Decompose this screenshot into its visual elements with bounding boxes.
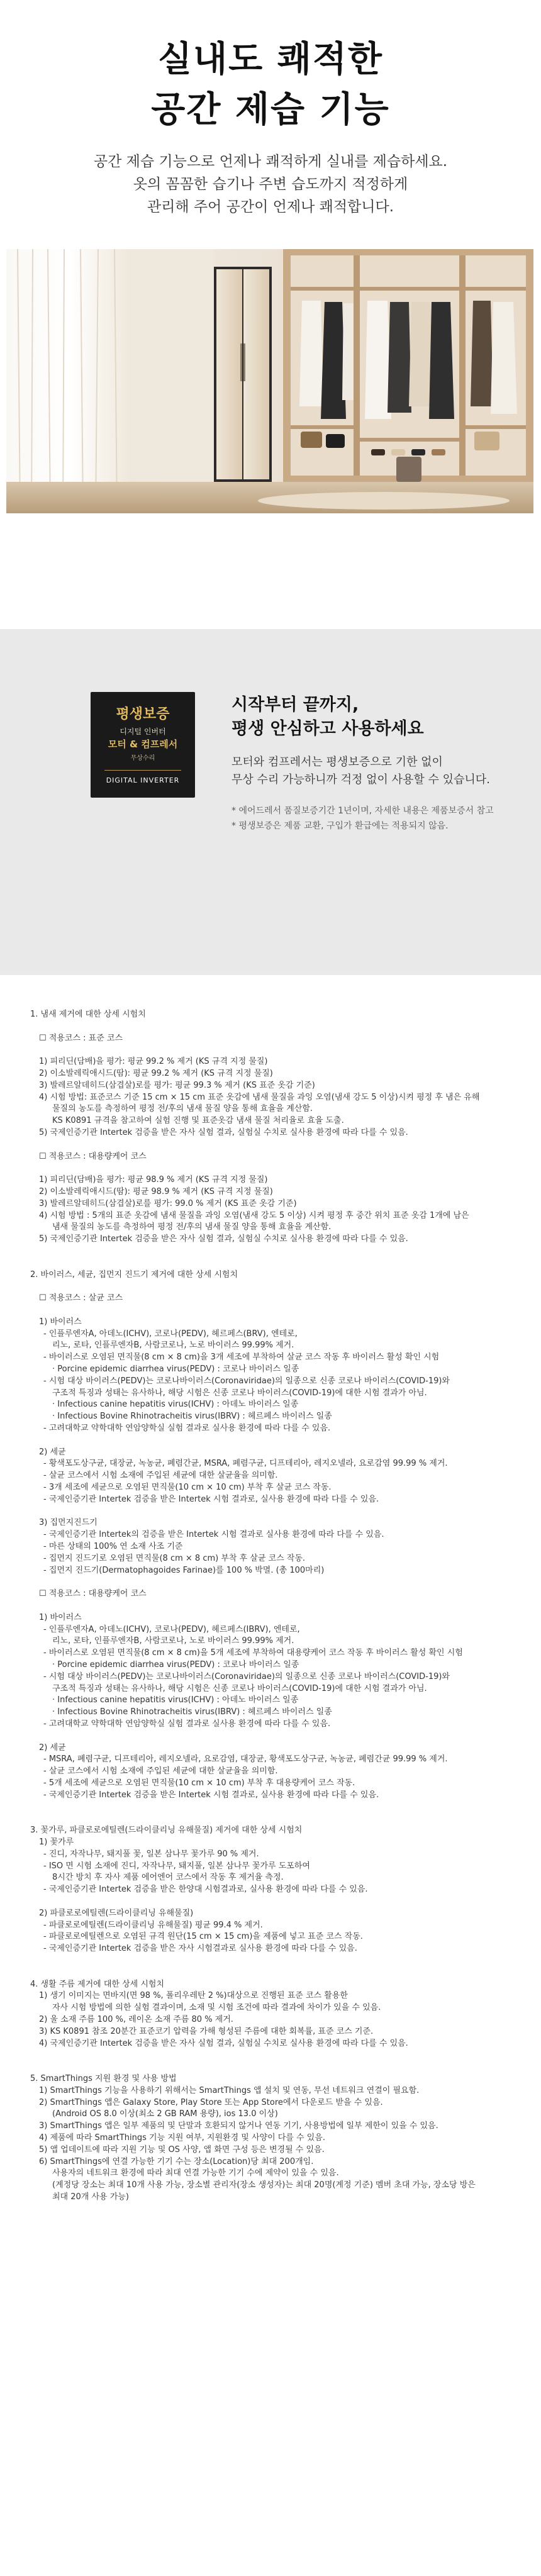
note-line: 2) 이소발레릭애시드(땀): 평균 99.2 % 제거 (KS 규격 지정 물질) (39, 1069, 273, 1078)
warranty-text-line-2: 무상 수리 가능하니까 걱정 없이 사용할 수 있습니다. (231, 773, 490, 786)
note-line: 4) 제품에 따라 SmartThings 기능 지원 여부, 지원환경 및 사양이 다를 수 있음. (39, 2133, 325, 2143)
note-line: · Infectious Bovine Rhinotracheitis virus(IBRV) : 헤르페스 바이러스 일종 (52, 1412, 332, 1422)
note-line: 물질의 농도를 측정하여 평정 전/후의 냄새 물질 양을 통해 효율을 계산함. (52, 1104, 313, 1114)
warranty-heading-line-2: 평생 안심하고 사용하세요 (231, 719, 424, 739)
note-line: 5. SmartThings 지원 환경 및 사용 방법 (30, 2074, 177, 2083)
note-line: · Porcine epidemic diarrhea virus(PEDV) : 코로나 바이러스 일종 (52, 1660, 299, 1670)
note-line: - 국제인증기관 Intertek 검증을 받은 자사 시험결과로 실사용 환경에 따라 다를 수 있음. (43, 1944, 357, 1954)
note-line: 2) 울 소재 주름 100 %, 레이온 소재 주름 80 % 제거. (39, 2015, 233, 2024)
note-line: 8시간 방치 후 자사 제품 에어엔어 코스에서 작동 후 제거율 측정. (52, 1873, 284, 1883)
note-line: - MSRA, 폐렴구균, 디프테리아, 레지오넬라, 요로감염, 대장균, 황색포도상구균, 녹농균, 폐렴간균 99.99 % 제거. (43, 1754, 448, 1765)
note-line: 4) 국제인증기관 Intertek 검증을 받은 자사 실험 결과, 실험실 수치로 실사용 환경에 따라 다를 수 있음. (39, 2038, 408, 2048)
note-line: 4) 시험 방법: 표준코스 기준 15 cm × 15 cm 표준 옷감에 냄새 물질을 과잉 오염(냄새 강도 5 이상)시켜 평정 후 냄은 유해 (39, 1092, 480, 1102)
note-line: 1) 피리딘(담배)을 평가: 평균 98.9 % 제거 (KS 규격 지정 물질) (39, 1175, 268, 1185)
note-line: - 시험 대상 바이러스(PEDV)는 코로나바이러스(Coronaviridae)의 일종으로 신종 코로나 바이러스(COVID-19)와 (43, 1671, 450, 1681)
lifetime-warranty-badge (91, 692, 195, 798)
note-line: 자사 시험 방법에 의한 실험 결과이며, 소재 및 시험 조건에 따라 결과에 차이가 있을 수 있음. (52, 2003, 381, 2013)
note-line: - 황색포도상구균, 대장균, 녹농균, 폐렴간균, MSRA, 폐렴구균, 디프테리아, 레지오넬라, 요로감염 99.99 % 제거. (43, 1459, 448, 1469)
note-line: - 파클로로에틸렌(드라이클리닝 유해물질) 평균 99.4 % 제거. (43, 1920, 263, 1930)
badge-line-1: 디지털 인버터 (120, 727, 166, 736)
note-line: 4) 시험 방법 : 5개의 표준 옷감에 냄새 물질을 과잉 오염(냄새 강도 5 이상) 시켜 평정 후 중간 위치 표준 옷감 1개에 남은 (39, 1210, 469, 1220)
note-line: - 집먼지 진드기(Dermatophagoides Farinae)를 100 % 박멸. (총 100마리) (43, 1565, 325, 1575)
note-line: KS K0891 규격을 참고하여 실험 진행 및 표준옷감 냄새 물질 처리율로 효율 도출. (52, 1116, 344, 1126)
note-line: - 바이러스로 오염된 면직물(8 cm × 8 cm)을 3개 세조에 부착하여 살균 코스 작동 후 바이러스 활성 확인 시험 (43, 1352, 440, 1363)
note-line: 리노, 로타, 인플루엔자B, 사람코로나, 노로 바이러스 99.99% 제거. (52, 1636, 294, 1646)
note-line: - 바이러스로 오염된 면직물(8 cm × 8 cm)을 5개 세조에 부착하여 대용량케어 코스 작동 후 바이러스 활성 확인 시험 (43, 1648, 463, 1658)
note-line: ☐ 적용코스 : 살균 코스 (39, 1293, 123, 1303)
note-line: 5) 앱 업데이트에 따라 지원 기능 및 OS 사양, 앱 화면 구성 등은 변경될 수 있음. (39, 2144, 325, 2155)
note-line: · Infectious Bovine Rhinotracheitis virus(IBRV) : 헤르페스 바이러스 일종 (52, 1707, 332, 1717)
note-line: 3) KS K0891 참조 20분간 표준코기 압력을 가해 형성된 주름에 대한 회복률, 표준 코스 기준. (39, 2026, 374, 2036)
badge-line-3: 무상수리 (130, 755, 155, 762)
note-line: 사용자의 네트워크 환경에 따라 최대 연결 가능한 기기 수에 제약이 있을 수 있음. (52, 2168, 339, 2178)
badge-footer: DIGITAL INVERTER (106, 776, 180, 784)
note-line: 3) 발레르알데히드(삼겹살)로를 평가: 99.0 % 제거 (KS 표준 옷감 기준) (39, 1198, 297, 1208)
note-line: 5) 국제인증기관 Intertek 검증을 받은 자사 실험 결과, 실험실 수치로 실사용 환경에 따라 다를 수 있음. (39, 1234, 408, 1244)
note-line: ☐ 적용코스 : 표준 코스 (39, 1033, 123, 1043)
note-line: 리노, 로타, 인플루엔자B, 사람코로나, 노로 바이러스 99.99% 제거. (52, 1341, 294, 1351)
note-line: - 인플루엔자A, 아데노(ICHV), 코로나(PEDV), 헤르페스(BRV), 엔테로, (43, 1329, 298, 1339)
note-line: 2) 파클로로에틸렌(드라이클리닝 유해물질) (39, 1908, 194, 1918)
hero-desc-line-1: 공간 제습 기능으로 언제나 쾌적하게 실내를 제습하세요. (93, 153, 448, 170)
warranty-section (0, 629, 541, 975)
note-line: 1) 피리딘(담배)을 평가: 평균 99.2 % 제거 (KS 규격 지정 물질) (39, 1057, 268, 1067)
note-line: - 살균 코스에서 시험 소재에 주입된 세균에 대한 살균율을 의미함. (43, 1766, 278, 1776)
hero-title-line-2: 공간 제습 기능 (151, 89, 390, 130)
note-line: - 파클로로에틸렌으로 오염된 규격 원단(15 cm × 15 cm)을 제품에 넣고 표준 코스 작동. (43, 1932, 363, 1942)
note-line: 2) 세균 (39, 1447, 66, 1457)
note-line: - ISO 면 시험 소재에 진디, 자작나무, 돼지풀, 일본 삼나무 꽃가루 도포하여 (43, 1861, 310, 1871)
note-line: 3) 집먼지진드기 (39, 1518, 98, 1528)
note-line: - 국제인증기관 Intertek 검증을 받은 한양대 시험결과로, 실사용 환경에 따라 다를 수 있음. (43, 1885, 368, 1895)
note-line: · Porcine epidemic diarrhea virus(PEDV) : 코로나 바이러스 일종 (52, 1364, 299, 1374)
note-line: - 국제인증기관 Intertek 검증을 받은 Intertek 시험 결과로, 실사용 환경에 따라 다를 수 있음. (43, 1494, 379, 1504)
note-line: 3) SmartThings 앱은 일부 제품의 및 단말과 호환되지 않거나 연동 기기, 사용방법에 일부 제한이 있을 수 있음. (39, 2121, 438, 2131)
note-line: - 고려대학교 약학대학 연암양학실 실험 결과로 실사용 환경에 따라 다를 수 있음. (43, 1424, 331, 1433)
hero-section (0, 0, 541, 629)
note-line: 3) 발레르알데히드(삼겹살)로를 평가: 평균 99.3 % 제거 (KS 표준 옷감 기준) (39, 1080, 315, 1090)
note-line: 4. 생활 주름 제거에 대한 상세 시험치 (30, 1979, 165, 1989)
note-line: 1) 꽃가루 (39, 1837, 74, 1847)
warranty-text-line-1: 모터와 컴프레서는 평생보증으로 기한 없이 (231, 756, 443, 769)
note-line: - 살균 코스에서 시험 소재에 주입된 세균에 대한 살균율을 의미함. (43, 1471, 278, 1481)
warranty-note-line-2: * 평생보증은 제품 교환, 구입가 환급에는 적용되지 않음. (231, 821, 449, 831)
note-line: 2. 바이러스, 세균, 집먼지 진드기 제거에 대한 상세 시험치 (30, 1269, 238, 1280)
note-line: 5) 국제인증기관 Intertek 검증을 받은 자사 실험 결과, 실험실 수치로 실사용 환경에 따라 다를 수 있음. (39, 1128, 408, 1137)
warranty-heading-line-1: 시작부터 끝까지, (231, 695, 359, 715)
note-line: - 시험 대상 바이러스(PEDV)는 코로나바이러스(Coronaviridae)의 일종으로 신종 코로나 바이러스(COVID-19)와 (43, 1376, 450, 1386)
note-line: · Infectious canine hepatitis virus(ICHV) : 아데노 바이러스 일종 (52, 1400, 299, 1410)
note-line: - 집먼지 진드기로 오염된 면직물(8 cm × 8 cm) 부착 후 살균 코스 작동. (43, 1553, 306, 1563)
note-line: - 국제인증기관 Intertek의 검증을 받은 Intertek 시험 결과로 실사용 환경에 따라 다를 수 있음. (43, 1530, 384, 1540)
note-line: - 진디, 자작나무, 돼지풀 꽃, 일본 삼나무 꽃가루 90 % 제거. (43, 1849, 259, 1859)
note-line: - 국제인증기관 Intertek 검증을 받은 Intertek 시험 결과로, 실사용 환경에 따라 다를 수 있음. (43, 1790, 379, 1800)
note-line: 6) SmartThings에 연결 가능한 기기 수는 장소(Location)당 최대 200개임. (39, 2156, 314, 2166)
hero-desc-line-2: 옷의 꼼꼼한 습기나 주변 습도까지 적정하게 (133, 176, 408, 192)
note-line: ☐ 적용코스 : 대용량케어 코스 (39, 1151, 147, 1161)
note-line: - 인플루엔자A, 아데노(ICHV), 코로나(PEDV), 헤르페스(IBRV), 엔테로, (43, 1624, 300, 1634)
note-line: · Infectious canine hepatitis virus(ICHV) : 아데노 바이러스 일종 (52, 1695, 299, 1705)
badge-divider (104, 770, 181, 771)
note-line: - 3개 세조에 세균으로 오염된 면직물(10 cm × 10 cm) 부착 후 살균 코스 작동. (43, 1483, 332, 1492)
dressing-room-illustration (6, 249, 533, 513)
note-line: 구조적 특징과 성태는 유사하나, 해당 시험은 신종 코로나 바이러스(COVID-19)에 대한 시험 결과가 아님. (52, 1388, 427, 1398)
hero-title-line-1: 실내도 쾌적한 (157, 39, 384, 80)
note-line: 구조적 특징과 성태는 유사하나, 해당 시험은 신종 코로나 바이러스(COVID-19)에 대한 시험 결과가 아님. (52, 1683, 427, 1693)
badge-line-2: 모터 & 컴프레서 (108, 739, 178, 750)
note-line: ☐ 적용코스 : 대용량케어 코스 (39, 1589, 147, 1599)
note-line: 1) SmartThings 기능을 사용하기 위해서는 SmartThings 앱 설치 및 연동, 무선 네트워크 연결이 필요함. (39, 2085, 420, 2095)
note-line: 냄새 물질의 농도를 측정하여 평정 전/후의 냄새 물질 양을 통해 효율을 계산함. (52, 1222, 332, 1232)
note-line: - 5개 세조에 세균으로 오염된 면직물(10 cm × 10 cm) 부착 후 대용량케어 코스 작동. (43, 1778, 355, 1788)
note-line: 최대 20개 사용 가능) (52, 2192, 129, 2202)
note-line: (Android OS 8.0 이상(최소 2 GB RAM 용량), ios 13.0 이상) (52, 2109, 278, 2119)
note-line: 2) SmartThings 앱은 Galaxy Store, Play Store 또는 App Store에서 다운로드 받을 수 있음. (39, 2097, 383, 2107)
note-line: 2) 세균 (39, 1742, 66, 1753)
note-line: - 마른 상태의 100% 연 소재 사조 기준 (43, 1542, 183, 1551)
note-line: 1) 생기 이미지는 면바지(면 98 %, 폴리우레탄 2 %)대상으로 진행된 표준 코스 활용한 (39, 1991, 348, 2001)
hero-desc-line-3: 관리해 주어 공간이 언제나 쾌적합니다. (147, 199, 394, 215)
note-line: (계정당 장소는 최대 10개 사용 가능, 장소별 관리자(장소 생성자)는 최대 20명(계정 기준) 멤버 초대 가능, 장소당 방은 (52, 2180, 476, 2190)
note-line: 1. 냄새 제거에 대한 상세 시험치 (30, 1010, 146, 1019)
note-line: 3. 꽃가루, 파클로로에틸렌(드라이클리닝 유해물질) 제거에 대한 상세 시험치 (30, 1826, 303, 1836)
warranty-note-line-1: * 에어드레서 품질보증기간 1년이며, 자세한 내용은 제품보증서 참고 (231, 806, 494, 816)
badge-title: 평생보증 (116, 706, 170, 722)
note-line: - 고려대학교 약학대학 연암양학실 실험 결과로 실사용 환경에 따라 다를 수 있음. (43, 1719, 331, 1729)
note-line: 1) 바이러스 (39, 1317, 82, 1327)
note-line: 1) 바이러스 (39, 1612, 82, 1622)
note-line: 2) 이소발레릭애시드(땀): 평균 98.9 % 제거 (KS 규격 지정 물질) (39, 1187, 273, 1196)
